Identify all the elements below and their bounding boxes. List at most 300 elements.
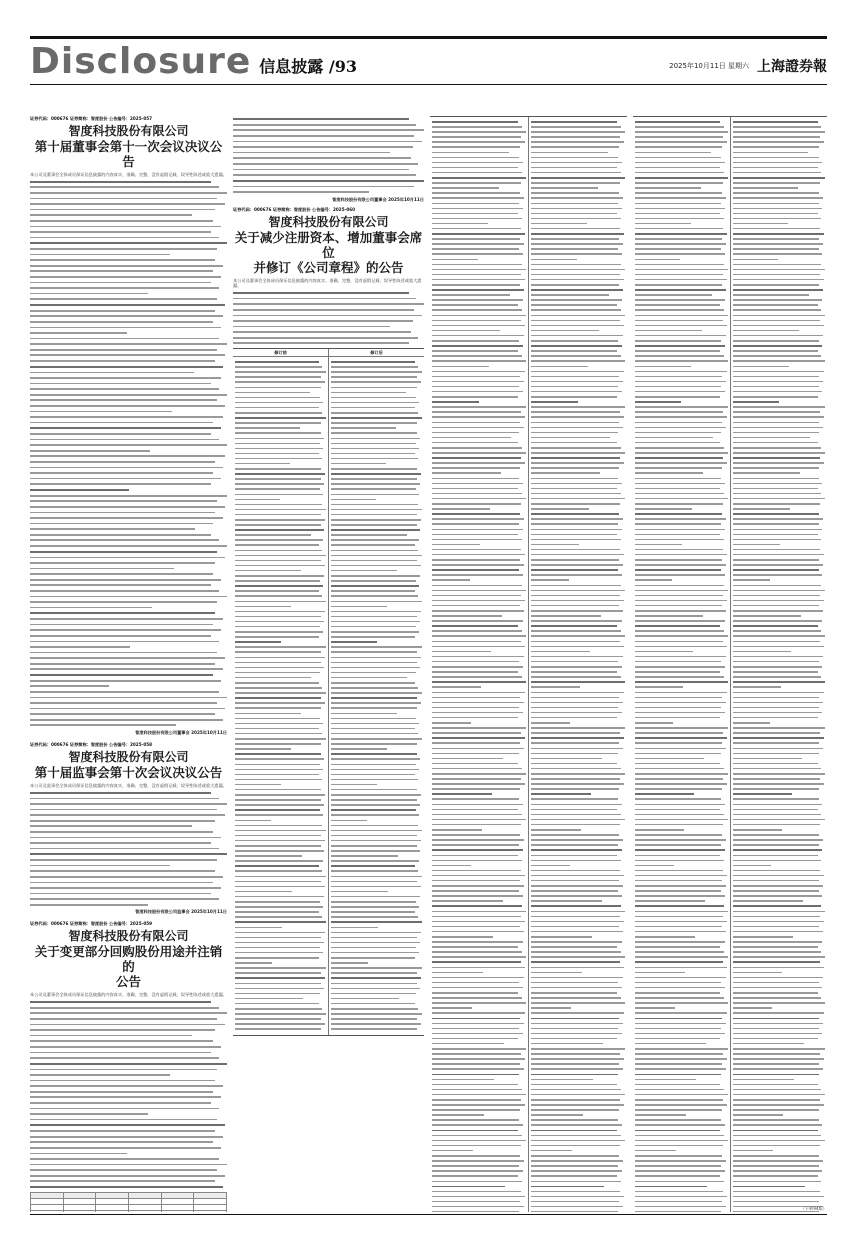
text-line [235, 550, 322, 552]
text-line [531, 131, 625, 133]
text-line [635, 707, 721, 709]
text-line [733, 360, 826, 362]
text-line [733, 579, 770, 581]
notice-lead: 本公司及董事会全体成员保证信息披露的内容真实、准确、完整，没有虚假记载、误导性陈述或重大遗漏。 [30, 172, 227, 177]
text-line [30, 483, 211, 485]
text-line [531, 228, 620, 230]
text-line [635, 1175, 720, 1177]
text-line [635, 875, 727, 877]
text-line [30, 697, 227, 699]
text-line [733, 259, 778, 261]
text-line [432, 381, 524, 383]
text-line [331, 458, 418, 460]
text-line [432, 722, 471, 724]
text-line [733, 121, 818, 123]
text-line [233, 169, 409, 171]
text-line [733, 162, 823, 164]
text-line [733, 208, 823, 210]
text-line [432, 437, 511, 439]
text-line [635, 259, 680, 261]
text-line [635, 651, 693, 653]
text-line [235, 407, 319, 409]
text-line [235, 1023, 325, 1025]
text-line [733, 269, 826, 271]
text-line [233, 135, 414, 137]
text-line [30, 439, 219, 441]
text-line [30, 399, 217, 401]
text-line [235, 799, 321, 801]
text-line [432, 559, 520, 561]
text-line [331, 361, 415, 363]
text-line [733, 228, 821, 230]
text-line [30, 203, 225, 205]
text-line [635, 1165, 721, 1167]
text-line [531, 620, 622, 622]
text-line [531, 411, 620, 413]
text-line [733, 753, 819, 755]
text-line [233, 180, 424, 182]
text-line [30, 517, 223, 519]
text-line [531, 544, 579, 546]
text-line [531, 676, 621, 678]
text-line [432, 1145, 521, 1147]
text-line [432, 330, 500, 332]
text-line [635, 299, 725, 301]
text-line [733, 518, 824, 520]
text-line [235, 840, 325, 842]
text-line [733, 182, 821, 184]
text-line [635, 936, 695, 938]
text-line [733, 600, 825, 602]
text-line [733, 1063, 820, 1065]
text-line [432, 192, 520, 194]
text-line [733, 376, 820, 378]
text-line [30, 1108, 219, 1110]
text-line [531, 661, 618, 663]
text-line [235, 458, 322, 460]
text-line [733, 422, 820, 424]
text-line [432, 1084, 518, 1086]
text-line [30, 248, 217, 250]
text-line [635, 585, 724, 587]
text-line [432, 126, 522, 128]
text-line [733, 447, 822, 449]
text-line [30, 652, 217, 654]
notice-share-repurchase [30, 921, 227, 1212]
text-line [531, 518, 623, 520]
column-after: 修订后 [328, 349, 424, 356]
text-line [432, 574, 523, 576]
text-line [531, 136, 620, 138]
text-line [432, 136, 521, 138]
text-line [531, 844, 618, 846]
text-line [331, 927, 378, 929]
text-line [733, 478, 819, 480]
text-line [733, 315, 826, 317]
text-line [635, 860, 724, 862]
text-line [331, 702, 421, 704]
text-line [531, 834, 619, 836]
text-line [733, 834, 820, 836]
text-line [635, 457, 723, 459]
text-line [635, 289, 726, 291]
text-line [331, 677, 407, 679]
text-line [30, 663, 215, 665]
text-line [235, 769, 323, 771]
text-line [30, 584, 211, 586]
text-line [235, 809, 320, 811]
before-cell [233, 357, 328, 1035]
text-line [331, 952, 419, 954]
text-line [531, 355, 621, 357]
text-line [531, 1175, 617, 1177]
text-line [733, 961, 821, 963]
text-line [30, 865, 170, 867]
text-line [30, 825, 192, 827]
text-line [432, 880, 520, 882]
text-line [331, 514, 417, 516]
text-line [432, 544, 480, 546]
text-line [635, 437, 713, 439]
text-line [432, 661, 519, 663]
text-line [235, 753, 321, 755]
text-line [331, 820, 367, 822]
text-line [733, 320, 821, 322]
text-line [331, 764, 416, 766]
text-line [635, 753, 721, 755]
column-2 [233, 116, 424, 1212]
text-line [30, 685, 109, 687]
text-line [635, 462, 727, 464]
text-line [531, 304, 617, 306]
text-line [733, 309, 822, 311]
text-line [635, 763, 720, 765]
text-line [531, 243, 623, 245]
text-line [432, 834, 520, 836]
text-line [733, 264, 822, 266]
text-line [331, 1023, 421, 1025]
text-line [30, 1180, 215, 1182]
text-line [235, 590, 319, 592]
text-line [531, 320, 620, 322]
text-line [531, 192, 619, 194]
text-line [30, 1063, 227, 1065]
text-line [235, 387, 321, 389]
text-line [30, 809, 217, 811]
text-line [531, 1063, 619, 1065]
text-line [432, 529, 523, 531]
text-line [432, 1130, 518, 1132]
text-line [432, 692, 525, 694]
text-line [635, 136, 723, 138]
text-line [531, 442, 617, 444]
text-line [432, 121, 518, 123]
text-line [30, 848, 219, 850]
text-line [635, 442, 720, 444]
text-line [331, 488, 416, 490]
text-line [432, 946, 518, 948]
text-line [331, 799, 417, 801]
text-line [235, 830, 326, 832]
column-before: 修订前 [274, 350, 287, 356]
text-line [233, 342, 409, 344]
text-line [331, 932, 421, 934]
text-line [531, 692, 624, 694]
text-line [30, 876, 223, 878]
text-line [235, 692, 326, 694]
text-line [531, 946, 617, 948]
text-line [30, 1024, 225, 1026]
text-line [733, 238, 820, 240]
text-line [432, 905, 522, 907]
text-line [331, 850, 420, 852]
text-line [733, 819, 826, 821]
text-line [733, 1038, 818, 1040]
masthead [30, 42, 827, 82]
share-structure-table [30, 1192, 227, 1212]
text-line [635, 498, 728, 500]
text-line [331, 621, 420, 623]
text-line [432, 279, 525, 281]
text-line [30, 674, 213, 676]
text-line [635, 493, 724, 495]
masthead-bottom-rule [30, 84, 827, 85]
text-line [733, 610, 824, 612]
text-line [432, 615, 502, 617]
text-line [635, 849, 725, 851]
text-line [531, 238, 619, 240]
text-line [733, 936, 793, 938]
text-line [432, 518, 524, 520]
text-line [331, 392, 406, 394]
text-line [635, 1043, 706, 1045]
before-cell [633, 117, 730, 1212]
text-line [235, 845, 321, 847]
text-line [733, 804, 823, 806]
text-line [635, 544, 682, 546]
text-line [432, 635, 526, 637]
text-line [233, 309, 414, 311]
text-line [531, 1130, 617, 1132]
text-line [432, 900, 503, 902]
text-line [733, 977, 824, 979]
text-line [635, 228, 723, 230]
text-line [331, 687, 418, 689]
text-line [733, 498, 826, 500]
text-line [531, 182, 620, 184]
text-line [635, 248, 721, 250]
text-line [235, 896, 324, 898]
text-line [635, 992, 720, 994]
text-line [531, 197, 623, 199]
text-line [235, 713, 301, 715]
text-line [432, 1114, 484, 1116]
text-line [331, 499, 376, 501]
text-line [733, 620, 823, 622]
text-line [531, 712, 622, 714]
text-line [531, 885, 623, 887]
text-line [331, 901, 416, 903]
text-line [432, 1058, 525, 1060]
text-line [30, 1164, 227, 1166]
text-line [635, 1023, 726, 1025]
text-line [531, 386, 618, 388]
text-line [531, 371, 624, 373]
text-line [635, 1002, 728, 1004]
text-line [531, 1048, 625, 1050]
text-line [235, 988, 324, 990]
text-line [331, 412, 418, 414]
text-line [733, 956, 826, 958]
text-line [432, 941, 523, 943]
text-line [635, 961, 723, 963]
text-line [733, 1186, 805, 1188]
text-line [531, 615, 601, 617]
text-line [235, 381, 325, 383]
text-line [635, 1109, 722, 1111]
text-line [235, 1018, 321, 1020]
text-line [733, 646, 825, 648]
text-line [635, 931, 726, 933]
text-line [432, 585, 522, 587]
text-line [733, 294, 810, 296]
text-line [30, 557, 225, 559]
text-line [635, 269, 728, 271]
text-line [733, 152, 809, 154]
text-line [432, 819, 526, 821]
text-line [733, 829, 782, 831]
text-line [432, 315, 526, 317]
text-line [432, 366, 489, 368]
text-line [331, 565, 421, 567]
paper-name: 上海證券報 [757, 59, 827, 75]
text-line [733, 167, 818, 169]
text-line [733, 340, 819, 342]
text-line [733, 788, 820, 790]
text-line [331, 1003, 415, 1005]
text-line [635, 956, 728, 958]
text-line [733, 223, 789, 225]
text-line [635, 182, 723, 184]
text-line [635, 233, 727, 235]
text-line [331, 967, 422, 969]
text-line [531, 788, 619, 790]
text-line [531, 218, 621, 220]
text-line [635, 1155, 722, 1157]
text-line [432, 1155, 520, 1157]
text-line [733, 1012, 825, 1014]
text-line [432, 763, 518, 765]
text-line [432, 157, 519, 159]
after-cell [730, 117, 828, 1212]
text-line [331, 988, 420, 990]
text-line [331, 509, 422, 511]
text-line [733, 931, 824, 933]
text-line [531, 1186, 604, 1188]
text-line [30, 455, 225, 457]
text-line [235, 499, 280, 501]
text-line [733, 890, 819, 892]
text-line [30, 411, 172, 413]
text-line [235, 585, 323, 587]
text-line [30, 422, 213, 424]
text-line [531, 941, 622, 943]
text-line [30, 1102, 211, 1104]
text-line [235, 850, 324, 852]
text-line [30, 1012, 227, 1014]
text-line [733, 371, 825, 373]
text-line [635, 1211, 721, 1212]
text-line [635, 574, 725, 576]
text-line [531, 1084, 617, 1086]
text-line [235, 804, 324, 806]
text-line [432, 452, 526, 454]
text-line [531, 656, 623, 658]
text-line [331, 432, 417, 434]
notice-board-resolution [30, 116, 227, 736]
text-line [331, 550, 418, 552]
text-line [235, 468, 321, 470]
text-line [432, 1135, 522, 1137]
text-line [531, 1140, 625, 1142]
text-line [331, 840, 421, 842]
text-line [331, 962, 368, 964]
text-line [635, 534, 720, 536]
text-line [531, 890, 618, 892]
text-line [635, 1074, 721, 1076]
text-line [635, 1048, 728, 1050]
text-line [635, 911, 728, 913]
text-line [733, 737, 825, 739]
text-line [733, 992, 818, 994]
text-line [531, 783, 624, 785]
text-line [733, 411, 821, 413]
text-line [30, 887, 221, 889]
text-line [331, 468, 417, 470]
text-line [233, 141, 422, 143]
text-line [635, 890, 721, 892]
text-line [733, 926, 820, 928]
text-line [331, 646, 422, 648]
text-line [30, 842, 211, 844]
text-line [531, 259, 577, 261]
text-line [635, 997, 724, 999]
text-line [432, 1043, 504, 1045]
text-line [531, 931, 623, 933]
text-line [733, 972, 783, 974]
text-line [635, 422, 722, 424]
text-line [733, 483, 823, 485]
text-line [531, 141, 624, 143]
text-line [235, 570, 301, 572]
text-line [30, 657, 225, 659]
text-line [733, 345, 823, 347]
text-line [235, 488, 320, 490]
text-line [733, 1002, 826, 1004]
text-line [635, 279, 727, 281]
text-line [30, 1040, 213, 1042]
text-line [635, 320, 723, 322]
text-line [635, 554, 727, 556]
text-line [733, 330, 800, 332]
brand-logo: Disclosure [30, 41, 252, 82]
text-line [531, 1002, 625, 1004]
text-line [235, 911, 319, 913]
text-line [531, 223, 587, 225]
text-line [635, 676, 724, 678]
text-line [635, 1114, 686, 1116]
text-line [635, 905, 724, 907]
